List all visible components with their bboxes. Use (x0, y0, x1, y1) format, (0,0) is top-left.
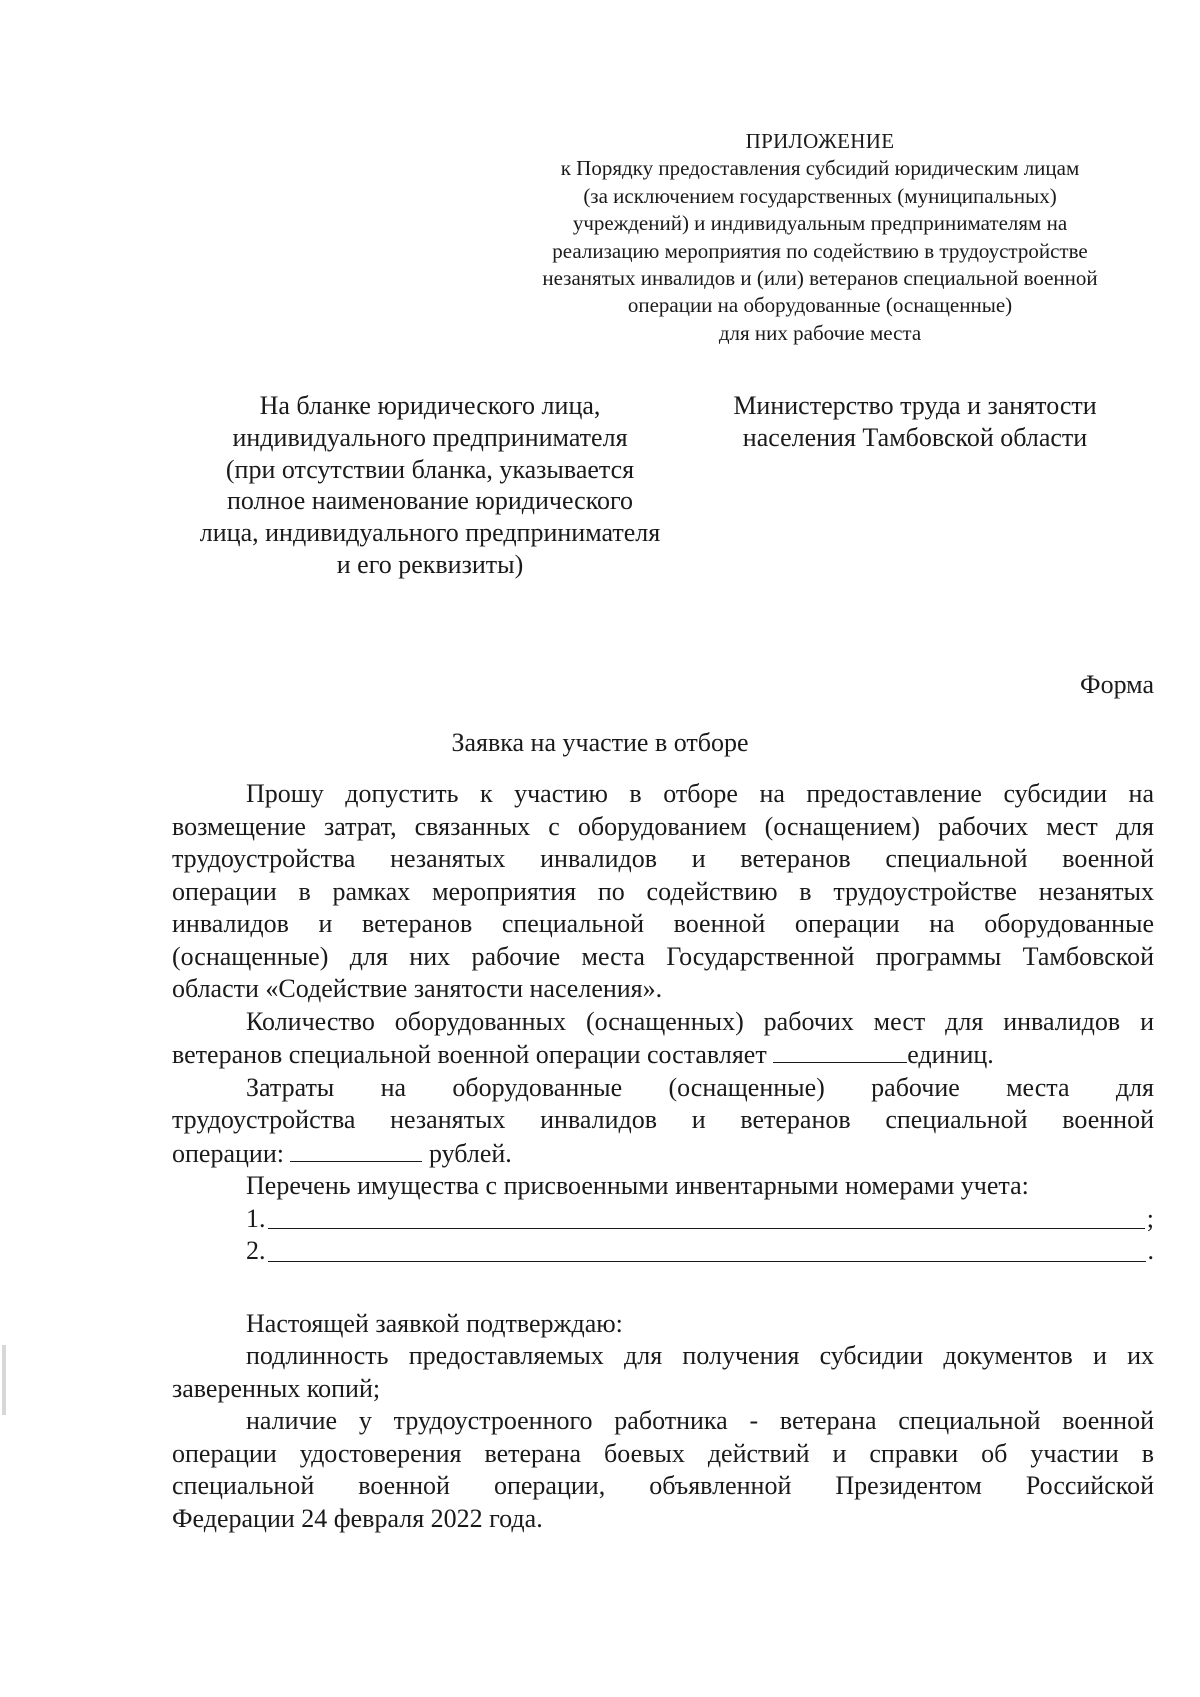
appendix-line: для них рабочие места (718, 320, 922, 345)
document-title: Заявка на участие в отборе (451, 728, 749, 757)
inventory-item-number: 2. (246, 1236, 266, 1265)
text-line: Федерации 24 февраля 2022 года. (172, 1503, 543, 1533)
inventory-heading: Перечень имущества с присвоенными инвентарными номерами учета: (246, 1171, 1029, 1200)
appendix-title: ПРИЛОЖЕНИЕ (745, 129, 895, 153)
workplaces-count-blank[interactable] (773, 1038, 907, 1063)
inventory-item-end: . (1147, 1236, 1154, 1265)
text-line: Затраты на оборудованные (оснащенные) рабочие места для (246, 1072, 1154, 1102)
form-label: Форма (1080, 670, 1154, 699)
appendix-line: (за исключением государственных (муниципальных) (583, 183, 1057, 208)
text-line (172, 1137, 1154, 1171)
text-line: трудоустройства незанятых инвалидов и ветеранов специальной военной (172, 1105, 1154, 1134)
addressee-line: Министерство труда и занятости (733, 391, 1097, 420)
text-line: специальной военной операции, объявленной Президентом Российской (172, 1471, 1154, 1500)
appendix-line: незанятых инвалидов и (или) ветеранов специальной военной (542, 266, 1098, 291)
addressee-block (690, 390, 1140, 454)
text-fragment: рублей. (422, 1138, 512, 1168)
text-line: трудоустройства незанятых инвалидов и ветеранов специальной военной (172, 844, 1154, 873)
letterhead-line: и его реквизиты) (336, 549, 524, 579)
text-line: возмещение затрат, связанных с оборудованием (оснащением) рабочих мест для (172, 811, 1154, 841)
appendix-header (470, 128, 1170, 347)
addressee-line: населения Тамбовской области (742, 422, 1088, 452)
confirmation-section (172, 1308, 1154, 1536)
inventory-item-blank[interactable] (268, 1227, 1145, 1229)
letterhead-line: лица, индивидуального предпринимателя (199, 518, 661, 548)
letterhead-line: На бланке юридического лица, (259, 391, 601, 420)
scan-artifact (2, 1345, 6, 1415)
workplaces-count-paragraph (172, 1006, 1154, 1072)
appendix-line: к Порядку предоставления субсидий юридическим лицам (560, 156, 1080, 181)
text-line: области «Содействие занятости населения». (172, 974, 663, 1003)
confirmation-heading: Настоящей заявкой подтверждаю: (246, 1308, 623, 1338)
text-fragment: ветеранов специальной военной операции составляет (172, 1040, 774, 1069)
text-line: заверенных копий; (172, 1373, 381, 1403)
text-line: Прошу допустить к участию в отборе на предоставление субсидии на (246, 779, 1154, 808)
text-line: (оснащенные) для них рабочие места Государственной программы Тамбовской (172, 941, 1154, 971)
letterhead-line: полное наименование юридического (226, 486, 634, 516)
text-fragment: операции: (172, 1138, 291, 1168)
request-paragraph (172, 778, 1154, 1006)
inventory-item-number: 1. (246, 1203, 266, 1233)
inventory-item (246, 1235, 1154, 1268)
text-line: Количество оборудованных (оснащенных) рабочих мест для инвалидов и (246, 1006, 1154, 1036)
text-fragment: единиц. (907, 1040, 994, 1069)
text-line: инвалидов и ветеранов специальной военной операции на оборудованные (172, 909, 1154, 938)
letterhead-line: индивидуального предпринимателя (232, 422, 628, 452)
text-line (172, 1038, 1154, 1072)
inventory-section (172, 1170, 1154, 1268)
costs-paragraph (172, 1072, 1154, 1171)
inventory-item-blank[interactable] (268, 1260, 1146, 1262)
appendix-line: операции на оборудованные (оснащенные) (627, 293, 1013, 318)
letterhead-note (170, 390, 690, 581)
text-line: наличие у трудоустроенного работника - ветерана специальной военной (246, 1406, 1154, 1435)
text-line: операции в рамках мероприятия по содействию в трудоустройстве незанятых (172, 876, 1154, 906)
inventory-item-end: ; (1146, 1203, 1154, 1233)
letterhead-line: (при отсутствии бланка, указывается (225, 454, 635, 484)
text-line: операции удостоверения ветерана боевых действий и справки об участии в (172, 1438, 1154, 1468)
text-line: подлинность предоставляемых для получения субсидии документов и их (246, 1341, 1154, 1370)
application-body (172, 778, 1154, 1535)
appendix-line: реализацию мероприятия по содействию в трудоустройстве (552, 238, 1088, 263)
costs-amount-blank[interactable] (290, 1137, 422, 1162)
inventory-item (246, 1203, 1154, 1236)
appendix-line: учреждений) и индивидуальным предпринимателям на (572, 211, 1068, 236)
